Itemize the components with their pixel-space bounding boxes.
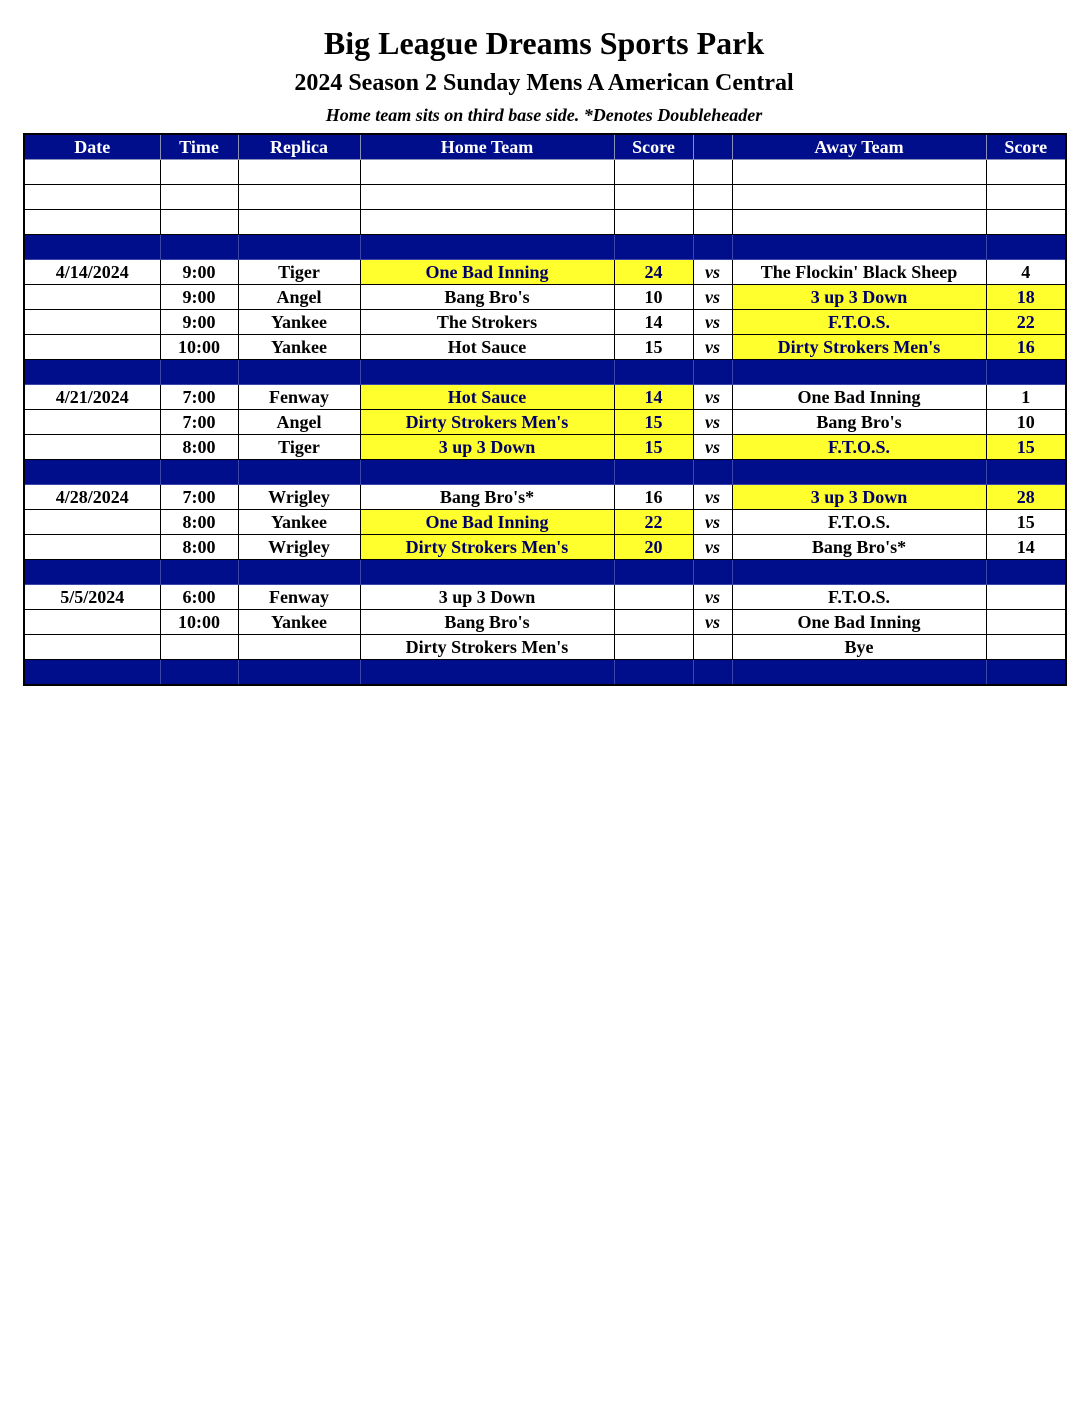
home-score-cell — [614, 635, 693, 660]
vs-cell: vs — [693, 310, 732, 335]
home-team-cell — [360, 360, 614, 385]
replica-cell — [238, 660, 360, 686]
vs-cell: vs — [693, 410, 732, 435]
away-score-cell: 4 — [986, 260, 1066, 285]
home-score-cell — [614, 185, 693, 210]
time-cell: 9:00 — [160, 310, 238, 335]
away-score-cell: 10 — [986, 410, 1066, 435]
time-cell — [160, 185, 238, 210]
home-score-cell — [614, 610, 693, 635]
home-team-cell: Bang Bro's — [360, 610, 614, 635]
time-cell: 10:00 — [160, 610, 238, 635]
date-cell — [24, 610, 160, 635]
table-row — [24, 285, 1066, 310]
doubleheader-note: Home team sits on third base side. *Denotes Doubleheader — [325, 105, 763, 125]
away-team-cell — [732, 210, 986, 235]
vs-cell — [693, 560, 732, 585]
away-score-cell: 14 — [986, 535, 1066, 560]
separator-row — [24, 660, 1066, 686]
replica-cell: Wrigley — [238, 535, 360, 560]
home-team-cell — [360, 560, 614, 585]
time-cell — [160, 160, 238, 185]
date-cell — [24, 335, 160, 360]
vs-cell — [693, 660, 732, 686]
vs-cell: vs — [693, 485, 732, 510]
away-team-cell — [732, 185, 986, 210]
column-header-replica: Replica — [238, 134, 360, 160]
column-header-vs — [693, 134, 732, 160]
replica-cell — [238, 635, 360, 660]
vs-cell: vs — [693, 510, 732, 535]
home-score-cell: 22 — [614, 510, 693, 535]
home-score-cell — [614, 210, 693, 235]
empty-row — [24, 160, 1066, 185]
time-cell — [160, 460, 238, 485]
vs-cell — [693, 460, 732, 485]
away-score-cell — [986, 460, 1066, 485]
home-score-cell: 15 — [614, 435, 693, 460]
replica-cell — [238, 185, 360, 210]
replica-cell: Yankee — [238, 510, 360, 535]
date-cell — [24, 210, 160, 235]
away-score-cell — [986, 610, 1066, 635]
away-score-cell: 22 — [986, 310, 1066, 335]
table-row — [24, 385, 1066, 410]
away-team-cell: Dirty Strokers Men's — [732, 335, 986, 360]
vs-cell — [693, 235, 732, 260]
home-score-cell — [614, 660, 693, 686]
table-row — [24, 435, 1066, 460]
date-cell — [24, 435, 160, 460]
home-team-cell: 3 up 3 Down — [360, 435, 614, 460]
date-cell — [24, 535, 160, 560]
table-row — [24, 635, 1066, 660]
date-cell: 4/14/2024 — [24, 260, 160, 285]
page-title: Big League Dreams Sports Park — [323, 25, 765, 61]
home-team-cell: Bang Bro's* — [360, 485, 614, 510]
time-cell: 9:00 — [160, 260, 238, 285]
away-team-cell: One Bad Inning — [732, 385, 986, 410]
table-row — [24, 585, 1066, 610]
time-cell: 8:00 — [160, 435, 238, 460]
schedule-body — [24, 160, 1066, 686]
date-cell — [24, 560, 160, 585]
empty-row — [24, 210, 1066, 235]
date-cell — [24, 185, 160, 210]
home-score-cell: 14 — [614, 385, 693, 410]
home-score-cell — [614, 235, 693, 260]
date-cell — [24, 360, 160, 385]
replica-cell: Fenway — [238, 385, 360, 410]
away-team-cell: F.T.O.S. — [732, 435, 986, 460]
away-team-cell: Bye — [732, 635, 986, 660]
home-team-cell: Dirty Strokers Men's — [360, 535, 614, 560]
vs-cell: vs — [693, 385, 732, 410]
away-score-cell — [986, 185, 1066, 210]
replica-cell — [238, 560, 360, 585]
vs-cell: vs — [693, 585, 732, 610]
vs-cell — [693, 635, 732, 660]
date-cell — [24, 660, 160, 686]
away-team-cell — [732, 160, 986, 185]
date-cell — [24, 510, 160, 535]
table-header-row — [24, 134, 1066, 160]
away-score-cell: 15 — [986, 510, 1066, 535]
home-score-cell — [614, 360, 693, 385]
away-team-cell — [732, 660, 986, 686]
replica-cell: Tiger — [238, 260, 360, 285]
away-team-cell: 3 up 3 Down — [732, 485, 986, 510]
away-team-cell — [732, 460, 986, 485]
home-team-cell: 3 up 3 Down — [360, 585, 614, 610]
home-team-cell: One Bad Inning — [360, 260, 614, 285]
time-cell: 7:00 — [160, 385, 238, 410]
away-team-cell — [732, 235, 986, 260]
replica-cell — [238, 235, 360, 260]
vs-cell: vs — [693, 335, 732, 360]
replica-cell: Yankee — [238, 610, 360, 635]
home-score-cell: 20 — [614, 535, 693, 560]
separator-row — [24, 460, 1066, 485]
home-team-cell: One Bad Inning — [360, 510, 614, 535]
away-team-cell — [732, 560, 986, 585]
away-score-cell — [986, 560, 1066, 585]
home-score-cell: 14 — [614, 310, 693, 335]
time-cell — [160, 635, 238, 660]
table-row — [24, 310, 1066, 335]
table-row — [24, 260, 1066, 285]
home-team-cell — [360, 160, 614, 185]
time-cell — [160, 660, 238, 686]
date-cell — [24, 235, 160, 260]
home-team-cell — [360, 235, 614, 260]
replica-cell: Tiger — [238, 435, 360, 460]
away-team-cell — [732, 360, 986, 385]
time-cell — [160, 360, 238, 385]
date-cell — [24, 285, 160, 310]
date-cell: 4/21/2024 — [24, 385, 160, 410]
date-cell — [24, 635, 160, 660]
away-score-cell: 16 — [986, 335, 1066, 360]
vs-cell: vs — [693, 435, 732, 460]
home-team-cell — [360, 660, 614, 686]
home-score-cell: 16 — [614, 485, 693, 510]
vs-cell — [693, 185, 732, 210]
time-cell: 10:00 — [160, 335, 238, 360]
vs-cell — [693, 160, 732, 185]
away-score-cell: 28 — [986, 485, 1066, 510]
away-team-cell: Bang Bro's* — [732, 535, 986, 560]
replica-cell — [238, 460, 360, 485]
time-cell: 7:00 — [160, 410, 238, 435]
vs-cell: vs — [693, 610, 732, 635]
away-team-cell: Bang Bro's — [732, 410, 986, 435]
empty-row — [24, 185, 1066, 210]
column-header-away-score: Score — [986, 134, 1066, 160]
home-score-cell: 10 — [614, 285, 693, 310]
home-team-cell — [360, 460, 614, 485]
time-cell — [160, 210, 238, 235]
away-score-cell — [986, 160, 1066, 185]
date-cell: 4/28/2024 — [24, 485, 160, 510]
home-team-cell: Dirty Strokers Men's — [360, 410, 614, 435]
time-cell: 9:00 — [160, 285, 238, 310]
away-team-cell: F.T.O.S. — [732, 310, 986, 335]
home-team-cell — [360, 210, 614, 235]
replica-cell — [238, 160, 360, 185]
time-cell: 7:00 — [160, 485, 238, 510]
away-score-cell — [986, 660, 1066, 686]
away-score-cell: 1 — [986, 385, 1066, 410]
schedule-table — [23, 133, 1067, 686]
time-cell: 8:00 — [160, 535, 238, 560]
away-score-cell: 18 — [986, 285, 1066, 310]
away-score-cell — [986, 235, 1066, 260]
separator-row — [24, 560, 1066, 585]
date-cell — [24, 410, 160, 435]
separator-row — [24, 235, 1066, 260]
replica-cell: Yankee — [238, 310, 360, 335]
away-team-cell: F.T.O.S. — [732, 510, 986, 535]
vs-cell: vs — [693, 535, 732, 560]
date-cell: 5/5/2024 — [24, 585, 160, 610]
table-row — [24, 410, 1066, 435]
away-score-cell — [986, 360, 1066, 385]
replica-cell: Wrigley — [238, 485, 360, 510]
away-score-cell — [986, 635, 1066, 660]
home-score-cell: 15 — [614, 410, 693, 435]
column-header-date: Date — [24, 134, 160, 160]
home-team-cell: The Strokers — [360, 310, 614, 335]
away-team-cell: F.T.O.S. — [732, 585, 986, 610]
page-subtitle: 2024 Season 2 Sunday Mens A American Central — [294, 70, 794, 96]
time-cell — [160, 235, 238, 260]
table-row — [24, 535, 1066, 560]
table-row — [24, 485, 1066, 510]
home-team-cell: Hot Sauce — [360, 385, 614, 410]
table-row — [24, 610, 1066, 635]
date-cell — [24, 160, 160, 185]
replica-cell — [238, 210, 360, 235]
column-header-away-team: Away Team — [732, 134, 986, 160]
home-score-cell — [614, 460, 693, 485]
away-team-cell: The Flockin' Black Sheep — [732, 260, 986, 285]
away-score-cell — [986, 585, 1066, 610]
home-score-cell — [614, 560, 693, 585]
home-team-cell: Hot Sauce — [360, 335, 614, 360]
separator-row — [24, 360, 1066, 385]
home-score-cell: 24 — [614, 260, 693, 285]
date-cell — [24, 460, 160, 485]
replica-cell — [238, 360, 360, 385]
home-score-cell: 15 — [614, 335, 693, 360]
home-score-cell — [614, 160, 693, 185]
home-team-cell — [360, 185, 614, 210]
replica-cell: Fenway — [238, 585, 360, 610]
column-header-time: Time — [160, 134, 238, 160]
table-row — [24, 510, 1066, 535]
vs-cell: vs — [693, 285, 732, 310]
away-team-cell: 3 up 3 Down — [732, 285, 986, 310]
vs-cell — [693, 210, 732, 235]
home-team-cell: Dirty Strokers Men's — [360, 635, 614, 660]
time-cell — [160, 560, 238, 585]
home-score-cell — [614, 585, 693, 610]
replica-cell: Angel — [238, 410, 360, 435]
table-row — [24, 335, 1066, 360]
column-header-home-score: Score — [614, 134, 693, 160]
home-team-cell: Bang Bro's — [360, 285, 614, 310]
away-score-cell — [986, 210, 1066, 235]
time-cell: 6:00 — [160, 585, 238, 610]
away-team-cell: One Bad Inning — [732, 610, 986, 635]
time-cell: 8:00 — [160, 510, 238, 535]
replica-cell: Angel — [238, 285, 360, 310]
date-cell — [24, 310, 160, 335]
away-score-cell: 15 — [986, 435, 1066, 460]
vs-cell: vs — [693, 260, 732, 285]
vs-cell — [693, 360, 732, 385]
column-header-home-team: Home Team — [360, 134, 614, 160]
replica-cell: Yankee — [238, 335, 360, 360]
